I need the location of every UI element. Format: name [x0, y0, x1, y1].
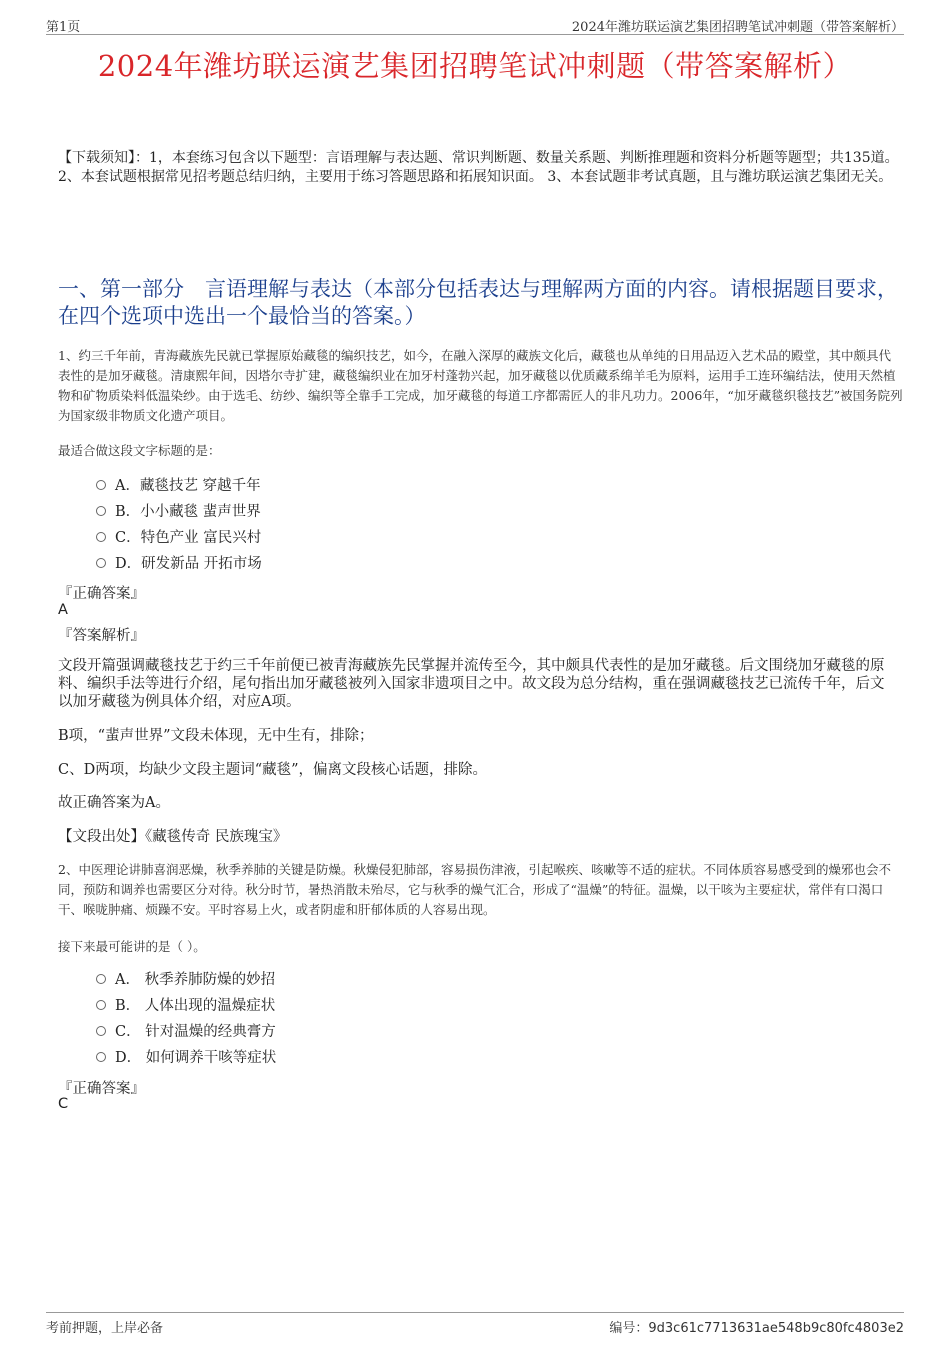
header-doc-title: 2024年潍坊联运演艺集团招聘笔试冲刺题（带答案解析）: [571, 20, 904, 35]
question-2-option-d[interactable]: D． 如何调养干咳等症状: [96, 1047, 276, 1069]
footer-slogan: 考前押题，上岸必备: [46, 1321, 164, 1336]
question-1-answer: A: [58, 602, 68, 618]
question-2-ask: 接下来最可能讲的是（ ）。: [58, 939, 206, 954]
page-footer: [46, 1312, 904, 1335]
question-1-passage: 1、约三千年前，青海藏族先民就已掌握原始藏毯的编织技艺，如今，在融入深厚的藏族文化后，藏毯也从单纯的日用品迈入艺术品的殿堂，其中颇具代表性的是加牙藏毯。清康熙年间，因塔尔寺扩建，藏毯编织业在加牙村蓬勃兴起，加牙藏毯以优质藏系绵羊毛为原料，运用手工连环编结法，使用天然植物和矿物质染料低温染纱。由于选毛、纺纱、编织等全靠手工完成，加牙藏毯的每道工序都需匠人的非凡功力。2006年，“加牙藏毯织毯技艺”被国务院列为国家级非物质文化遗产项目。: [58, 348, 903, 423]
radio-icon[interactable]: [96, 1000, 106, 1010]
question-1-ask: 最适合做这段文字标题的是：: [58, 443, 221, 458]
document-title: 2024年潍坊联运演艺集团招聘笔试冲刺题（带答案解析）: [97, 49, 853, 83]
question-1-analysis-cd: C、D两项，均缺少文段主题词“藏毯”，偏离文段核心话题，排除。: [58, 762, 488, 778]
question-2-answer: C: [58, 1096, 69, 1112]
radio-icon[interactable]: [96, 1026, 106, 1036]
section-title: 一、第一部分 言语理解与表达（本部分包括表达与理解两方面的内容。请根据题目要求，在四个选项中选出一个最恰当的答案。）: [58, 277, 898, 328]
radio-icon[interactable]: [96, 506, 106, 516]
question-1-option-a[interactable]: A．藏毯技艺 穿越千年: [96, 475, 261, 497]
question-1-source: 【文段出处】《藏毯传奇 民族瑰宝》: [58, 829, 288, 845]
question-2-passage: 2、中医理论讲肺喜润恶燥，秋季养肺的关键是防燥。秋燥侵犯肺部，容易损伤津液，引起喉疾、咳嗽等不适的症状。不同体质容易感受到的燥邪也会不同，预防和调养也需要区分对待。秋分时节，暑热消散未殆尽，它与秋季的燥气汇合，形成了“温燥”的特征。温燥，以干咳为主要症状，常伴有口渴口干、喉咙肿痛、烦躁不安。平时容易上火，或者阴虚和肝郁体质的人容易出现。: [58, 862, 891, 917]
question-2-option-a[interactable]: A． 秋季养肺防燥的妙招: [96, 969, 275, 991]
question-1-option-d[interactable]: D．研发新品 开拓市场: [96, 553, 262, 575]
question-2-answer-label: 『正确答案』: [58, 1081, 145, 1097]
footer-code-label: 编号：: [609, 1321, 649, 1336]
radio-icon[interactable]: [96, 480, 106, 490]
question-1-analysis-paragraph: 文段开篇强调藏毯技艺于约三千年前便已被青海藏族先民掌握并流传至今，其中颇具代表性的是加牙藏毯。后文围绕加牙藏毯的原料、编织手法等进行介绍，尾句指出加牙藏毯被列入国家非遗项目之中。故文段为总分结构，重在强调藏毯技艺已流传千年，后文以加牙藏毯为例具体介绍，对应A项。: [58, 658, 885, 710]
footer-code: [609, 1317, 904, 1336]
question-1-analysis-label: 『答案解析』: [58, 628, 145, 644]
question-1-option-c[interactable]: C．特色产业 富民兴村: [96, 527, 261, 549]
page-number: 第1页: [46, 20, 81, 35]
download-notice: 【下载须知】：1，本套练习包含以下题型：言语理解与表达题、常识判断题、数量关系题、判断推理题和资料分析题等题型；共135道。 2、本套试题根据常见招考题总结归纳，主要用于练习答题思路和拓展知识面。 3、本套试题非考试真题，且与潍坊联运演艺集团无关。: [58, 150, 899, 185]
page-header: [46, 14, 904, 35]
footer-code-value: 9d3c61c7713631ae548b9c80fc4803e2: [648, 1321, 904, 1336]
radio-icon[interactable]: [96, 1052, 106, 1062]
radio-icon[interactable]: [96, 558, 106, 568]
radio-icon[interactable]: [96, 532, 106, 542]
question-1-answer-label: 『正确答案』: [58, 586, 145, 602]
question-2-option-c[interactable]: C． 针对温燥的经典膏方: [96, 1021, 276, 1043]
question-1-option-b[interactable]: B．小小藏毯 蜚声世界: [96, 501, 261, 523]
question-1-analysis-b: B项，“蜚声世界”文段未体现，无中生有，排除；: [58, 728, 374, 744]
question-2-option-b[interactable]: B． 人体出现的温燥症状: [96, 995, 275, 1017]
question-1-analysis-conclusion: 故正确答案为A。: [58, 795, 170, 811]
radio-icon[interactable]: [96, 974, 106, 984]
